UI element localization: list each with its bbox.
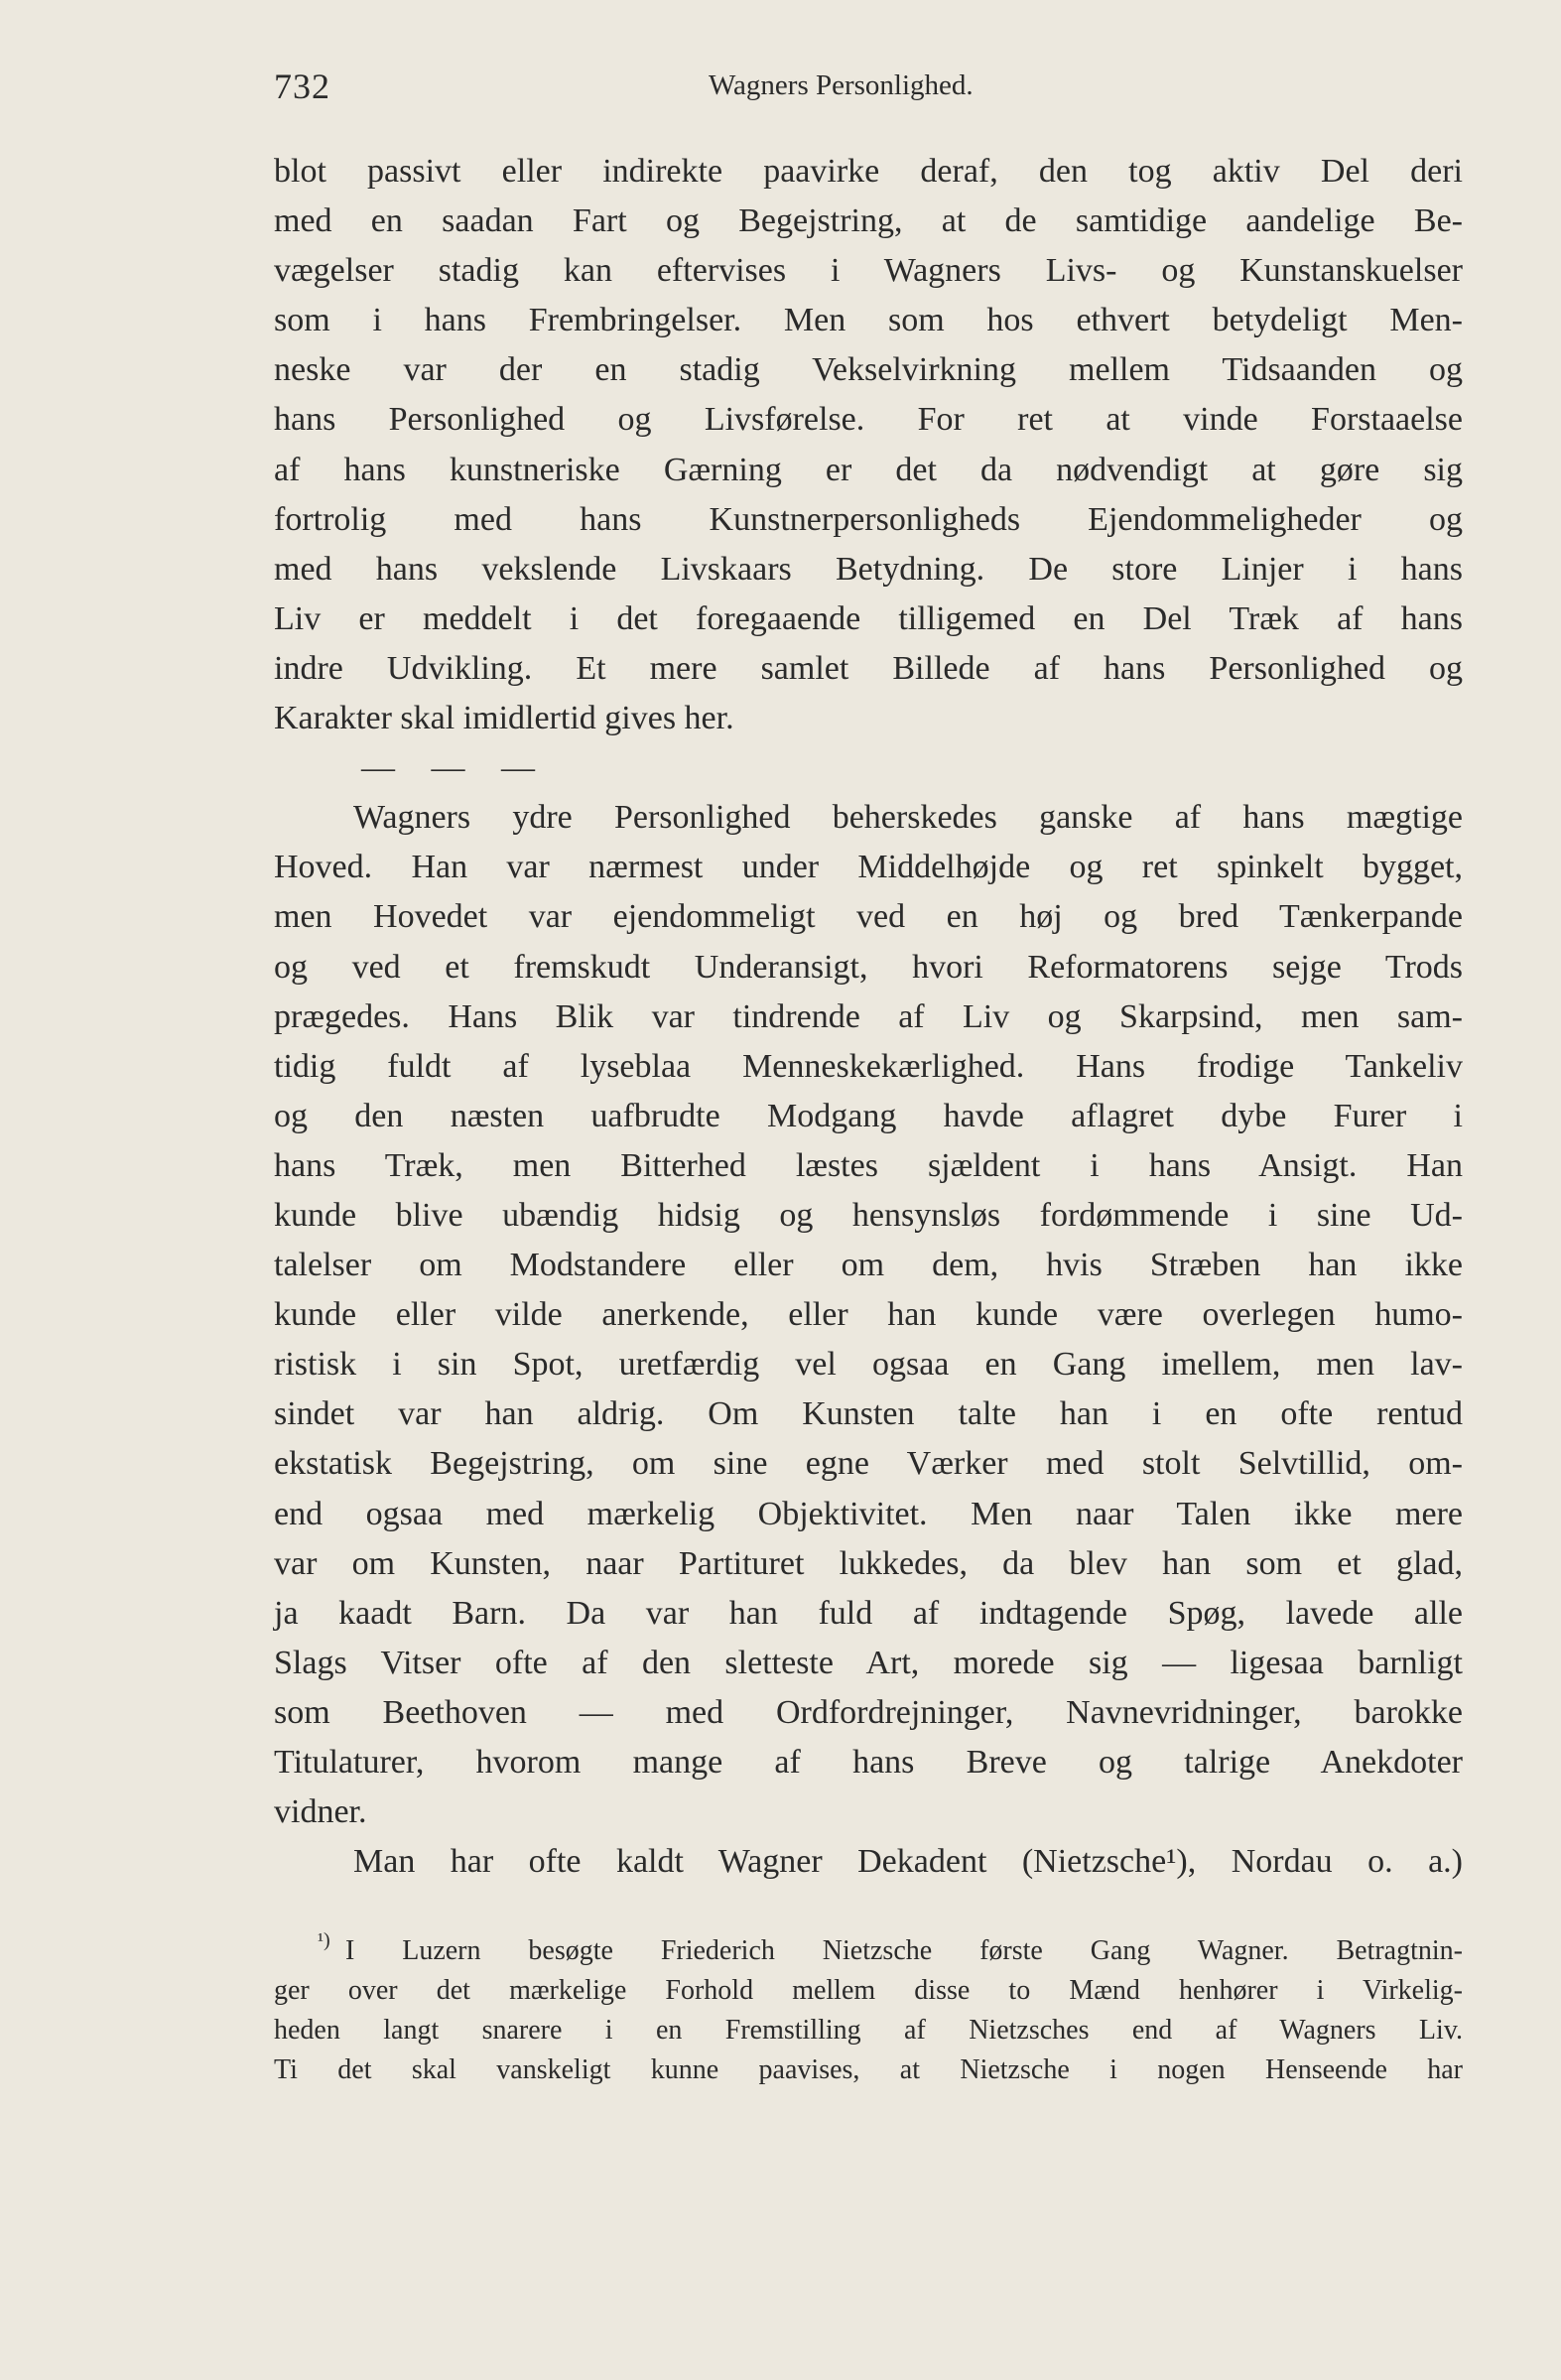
text-line: kunde blive ubændig hidsig og hensynsløs fordømmende i sine Ud- bbox=[274, 1196, 1463, 1234]
text-line: vægelser stadig kan eftervises i Wagners Livs- og Kunstanskuelser bbox=[274, 252, 1463, 290]
text-line: indre Udvikling. Et mere samlet Billede af hans Personlighed og bbox=[274, 649, 1463, 687]
text-line: med hans vekslende Livskaars Betydning. De store Linjer i hans bbox=[274, 550, 1463, 588]
text-line: og den næsten uafbrudte Modgang havde aflagret dybe Furer i bbox=[274, 1097, 1463, 1134]
text-line: som Beethoven — med Ordfordrejninger, Navnevridninger, barokke bbox=[274, 1693, 1463, 1731]
text-line: Karakter skal imidlertid gives her. bbox=[274, 700, 734, 737]
text-line: fortrolig med hans Kunstnerpersonligheds Ejendommeligheder og bbox=[274, 500, 1463, 538]
page-header bbox=[274, 62, 1463, 115]
text-line: neske var der en stadig Vekselvirkning mellem Tidsaanden og bbox=[274, 351, 1463, 389]
page-number: 732 bbox=[274, 66, 330, 106]
text-line: Hoved. Han var nærmest under Middelhøjde og ret spinkelt bygget, bbox=[274, 849, 1463, 886]
text-line: af hans kunstneriske Gærning er det da nødvendigt at gøre sig bbox=[274, 451, 1463, 488]
text-line: Man har ofte kaldt Wagner Dekadent (Nietzsche¹), Nordau o. a.) bbox=[353, 1843, 1463, 1881]
text-line: tidig fuldt af lyseblaa Menneskekærlighed. Hans frodige Tankeliv bbox=[274, 1047, 1463, 1085]
text-line: vidner. bbox=[274, 1793, 367, 1831]
text-line: som i hans Frembringelser. Men som hos ethvert betydeligt Men- bbox=[274, 302, 1463, 339]
text-line: kunde eller vilde anerkende, eller han kunde være overlegen humo- bbox=[274, 1296, 1463, 1334]
running-title: Wagners Personlighed. bbox=[709, 69, 974, 101]
text-line: og ved et fremskudt Underansigt, hvori Reformatorens sejge Trods bbox=[274, 948, 1463, 986]
text-line: ristisk i sin Spot, uretfærdig vel ogsaa en Gang imellem, men lav- bbox=[274, 1346, 1463, 1384]
footnote-line: I Luzern besøgte Friederich Nietzsche første Gang Wagner. Betragtnin- bbox=[345, 1935, 1463, 1966]
text-line: Slags Vitser ofte af den sletteste Art, morede sig — ligesaa barnligt bbox=[274, 1644, 1463, 1681]
text-line: Liv er meddelt i det foregaaende tilligemed en Del Træk af hans bbox=[274, 599, 1463, 637]
text-line: var om Kunsten, naar Partituret lukkedes, da blev han som et glad, bbox=[274, 1544, 1463, 1582]
text-line: blot passivt eller indirekte paavirke deraf, den tog aktiv Del deri bbox=[274, 153, 1463, 190]
text-line: ja kaadt Barn. Da var han fuld af indtagende Spøg, lavede alle bbox=[274, 1594, 1463, 1632]
text-line: Wagners ydre Personlighed beherskedes ganske af hans mægtige bbox=[353, 799, 1463, 837]
footnotes bbox=[274, 1931, 1463, 2090]
text-line: ekstatisk Begejstring, om sine egne Værker med stolt Selvtillid, om- bbox=[274, 1445, 1463, 1483]
footnote-line: heden langt snarere i en Fremstilling af Nietzsches end af Wagners Liv. bbox=[274, 2015, 1463, 2046]
text-line: hans Personlighed og Livsførelse. For ret at vinde Forstaaelse bbox=[274, 401, 1463, 439]
text-line: men Hovedet var ejendommeligt ved en høj og bred Tænkerpande bbox=[274, 898, 1463, 936]
footnote-line: Ti det skal vanskeligt kunne paavises, at Nietzsche i nogen Henseende har bbox=[274, 2054, 1463, 2085]
body-text bbox=[274, 147, 1463, 1887]
text-line: Titulaturer, hvorom mange af hans Breve og talrige Anekdoter bbox=[274, 1744, 1463, 1781]
section-separator: — — — bbox=[361, 749, 549, 787]
text-line: end ogsaa med mærkelig Objektivitet. Men naar Talen ikke mere bbox=[274, 1495, 1463, 1532]
footnote-marker: ¹) bbox=[318, 1929, 330, 1951]
text-line: sindet var han aldrig. Om Kunsten talte han i en ofte rentud bbox=[274, 1395, 1463, 1433]
footnote-line: ger over det mærkelige Forhold mellem disse to Mænd henhører i Virkelig- bbox=[274, 1975, 1463, 2006]
paragraph-2 bbox=[274, 793, 1463, 1837]
text-line: med en saadan Fart og Begejstring, at de samtidige aandelige Be- bbox=[274, 202, 1463, 240]
paragraph-3 bbox=[274, 1837, 1463, 1887]
text-line: talelser om Modstandere eller om dem, hvis Stræben han ikke bbox=[274, 1247, 1463, 1284]
text-line: hans Træk, men Bitterhed læstes sjældent i hans Ansigt. Han bbox=[274, 1146, 1463, 1184]
paragraph-1 bbox=[274, 147, 1463, 743]
text-line: prægedes. Hans Blik var tindrende af Liv og Skarpsind, men sam- bbox=[274, 997, 1463, 1035]
